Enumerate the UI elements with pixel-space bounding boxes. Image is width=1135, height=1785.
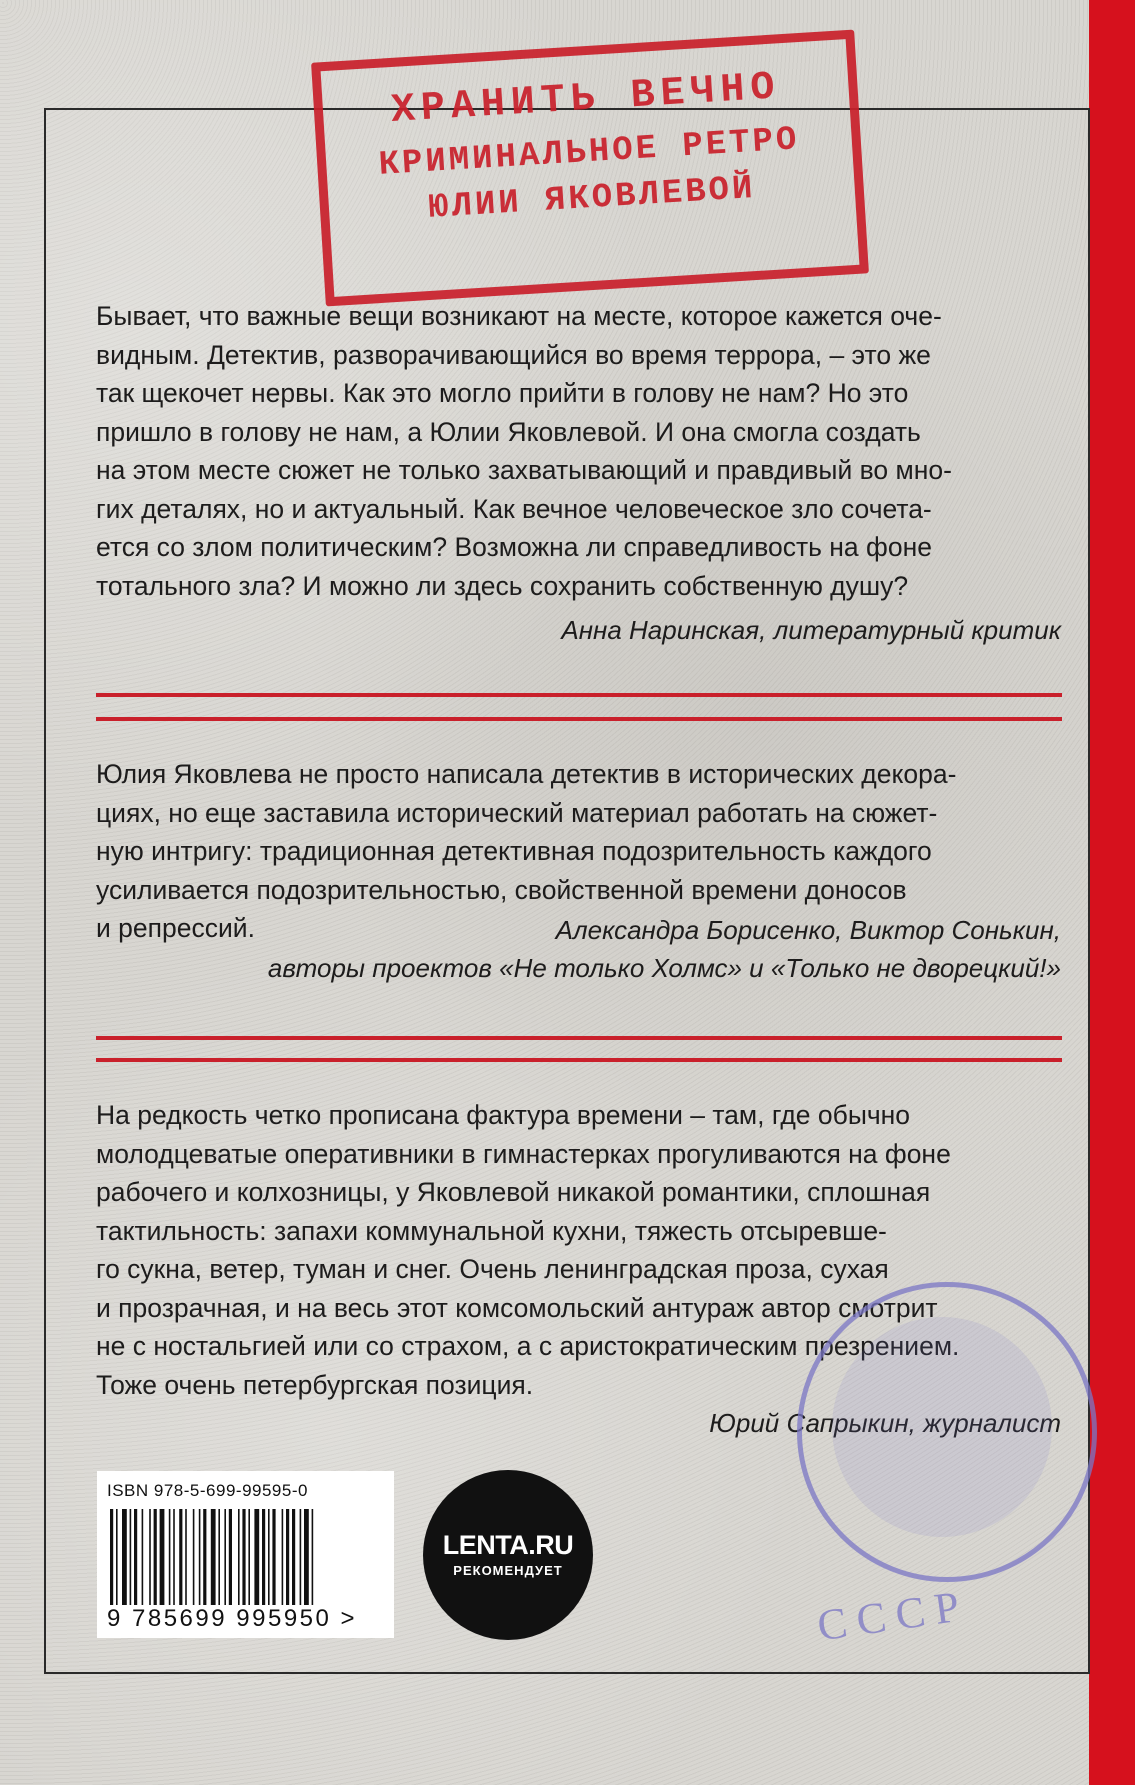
- red-divider: [96, 1036, 1062, 1040]
- review-2: [96, 755, 1061, 987]
- review-text-line: и репрессий.: [96, 913, 255, 943]
- series-stamp: [311, 30, 869, 307]
- review-1: [96, 297, 1061, 649]
- review-text-line: го сукна, ветер, туман и снег. Очень ленинградская проза, сухая: [96, 1254, 889, 1284]
- lenta-logo: LENTA.RU: [442, 1530, 574, 1560]
- stamp-line-3: ЮЛИИ ЯКОВЛЕВОЙ: [427, 169, 757, 228]
- review-text-line: На редкость четко прописана фактура времени – там, где обычно: [96, 1100, 911, 1130]
- review-text-line: так щекочет нервы. Как это могло прийти в голову не нам? Но это: [96, 378, 909, 408]
- red-divider: [96, 1058, 1062, 1062]
- review-text-line: Юлия Яковлева не просто написала детектив в исторических декора-: [96, 759, 957, 789]
- seal-text: СССР: [814, 1580, 973, 1651]
- review-text-line: тотального зла? И можно ли здесь сохранить собственную душу?: [96, 570, 909, 601]
- lenta-badge: [423, 1470, 593, 1640]
- barcode-bars: [110, 1509, 380, 1605]
- stamp-line-1: ХРАНИТЬ ВЕЧНО: [389, 65, 782, 134]
- review-text-line: рабочего и колхозницы, у Яковлевой никакой романтики, сплошная: [96, 1177, 931, 1207]
- barcode: [97, 1471, 394, 1638]
- red-divider: [96, 693, 1062, 697]
- review-attribution: авторы проектов «Не только Холмс» и «Только не дворецкий!»: [267, 953, 1061, 983]
- review-text-line: гих деталях, но и актуальный. Как вечное человеческое зло сочета-: [96, 493, 932, 524]
- red-divider: [96, 717, 1062, 721]
- review-text-line: ную интригу: традиционная детективная подозрительность каждого: [96, 836, 932, 866]
- seal-emblem: [832, 1317, 1052, 1537]
- review-text-line: пришло в голову не нам, а Юлии Яковлевой. И она смогла создать: [96, 416, 921, 447]
- review-attribution: Юрий Сапрыкин, журналист: [709, 1408, 1061, 1438]
- review-text-line: не с ностальгией или со страхом, а с аристократическим презрением.: [96, 1331, 960, 1361]
- stamp-line-2: КРИМИНАЛЬНОЕ РЕТРО: [377, 121, 801, 185]
- review-text-line: ется со злом политическим? Возможна ли справедливость на фоне: [96, 532, 932, 562]
- review-attribution: Анна Наринская, литературный критик: [561, 615, 1061, 645]
- review-text-line: и прозрачная, и на весь этот комсомольский антураж автор смотрит: [96, 1292, 938, 1323]
- isbn-label: ISBN 978-5-699-99595-0: [107, 1481, 308, 1500]
- review-text-line: Бывает, что важные вещи возникают на месте, которое кажется оче-: [96, 301, 942, 331]
- lenta-subtitle: РЕКОМЕНДУЕТ: [453, 1563, 563, 1578]
- review-text-line: на этом месте сюжет не только захватывающий и правдивый во мно-: [96, 455, 952, 485]
- review-text-line: молодцеватые оперативники в гимнастерках прогуливаются на фоне: [96, 1138, 951, 1169]
- review-text-line: Тоже очень петербургская позиция.: [96, 1369, 534, 1400]
- ussr-seal: [797, 1282, 1097, 1662]
- review-text-line: тактильность: запахи коммунальной кухни, тяжесть отсыревше-: [96, 1215, 887, 1246]
- review-text-line: циях, но еще заставила исторический материал работать на сюжет-: [96, 797, 938, 828]
- review-attribution: Александра Борисенко, Виктор Сонькин,: [555, 915, 1061, 945]
- review-text-line: усиливается подозрительностью, свойственной времени доносов: [96, 874, 907, 905]
- review-text-line: видным. Детектив, разворачивающийся во время террора, – это же: [96, 339, 931, 370]
- barcode-digits: 9 785699 995950 >: [107, 1605, 358, 1632]
